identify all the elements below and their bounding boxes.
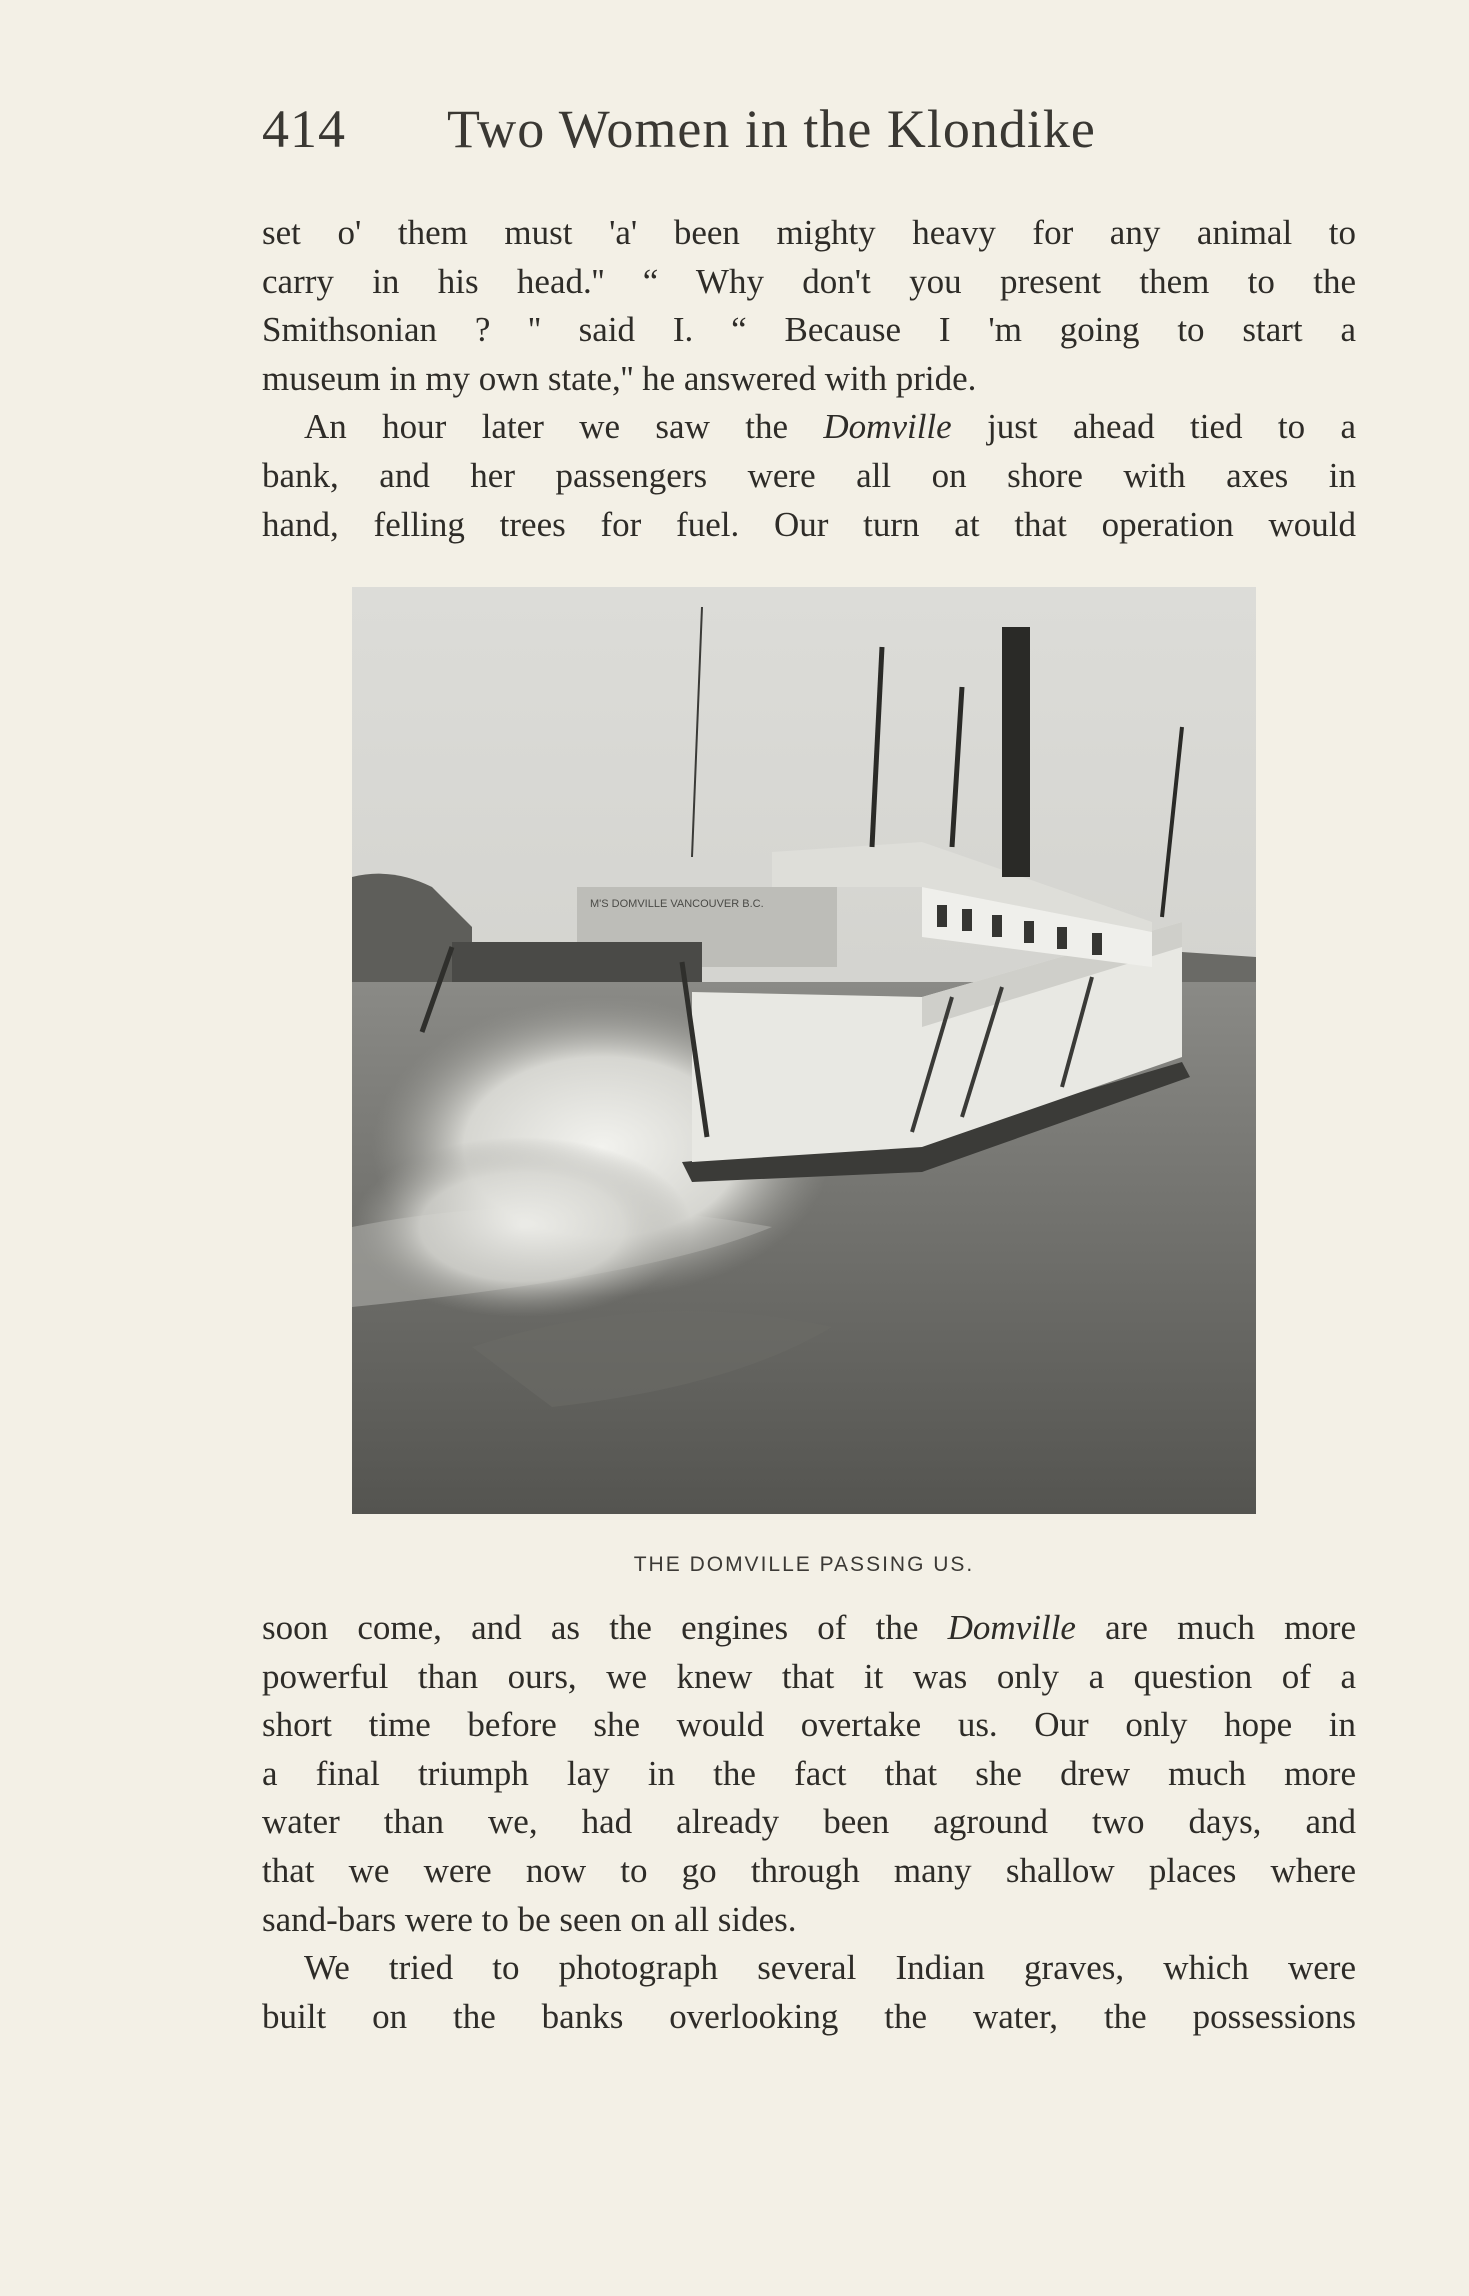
running-header [262,98,1182,168]
text-run: just ahead tied to a [951,407,1356,447]
text-line: a final triumph lay in the fact that she drew much more [262,1753,1356,1793]
text-line: built on the banks overlooking the water, the possessions [262,1996,1356,2036]
text-line: hand, felling trees for fuel. Our turn at that operation would [262,504,1356,544]
text-line: that we were now to go through many shallow places where [262,1850,1356,1890]
smokestack [1002,627,1030,877]
text-line: set o' them must 'a' been mighty heavy for any animal to [262,213,1356,252]
steamboat-photograph [352,587,1256,1514]
paddle-wheel-frame [452,942,702,982]
boat-name-italic: Domville [947,1608,1076,1647]
running-title: Two Women in the Klondike [447,99,1096,159]
steamboat-illustration [352,587,1256,1514]
text-block-bottom [262,1604,1356,2041]
text-line: water than we, had already been aground two days, and [262,1802,1356,1842]
page-number: 414 [262,99,346,159]
text-run: are much more [1075,1608,1356,1647]
text-run: soon come, and as the engines of the [262,1608,948,1647]
text-line: sand-bars were to be seen on all sides. [262,1899,797,1939]
text-block-top [262,209,1356,549]
text-line: short time before she would overtake us. Our only hope in [262,1705,1356,1745]
text-run: An hour later we saw the [304,407,824,447]
boat-name-italic: Domville [823,407,952,447]
boat-sign: M'S DOMVILLE VANCOUVER B.C. [590,898,764,910]
text-line: bank, and her passengers were all on shore with axes in [262,455,1356,495]
paddle-spray [352,1137,692,1317]
text-line: carry in his head.'' “ Why don't you present them to the [262,261,1356,301]
text-line: museum in my own state,'' he answered with pride. [262,358,977,398]
figure-caption: THE DOMVILLE PASSING US. [633,1553,975,1576]
text-line: powerful than ours, we knew that it was only a question of a [262,1656,1356,1696]
text-line: We tried to photograph several Indian graves, which were [304,1948,1356,1988]
text-line [262,403,1356,452]
text-line [262,1604,1356,1653]
text-line: Smithsonian ? '' said I. “ Because I 'm going to start a [262,310,1356,350]
